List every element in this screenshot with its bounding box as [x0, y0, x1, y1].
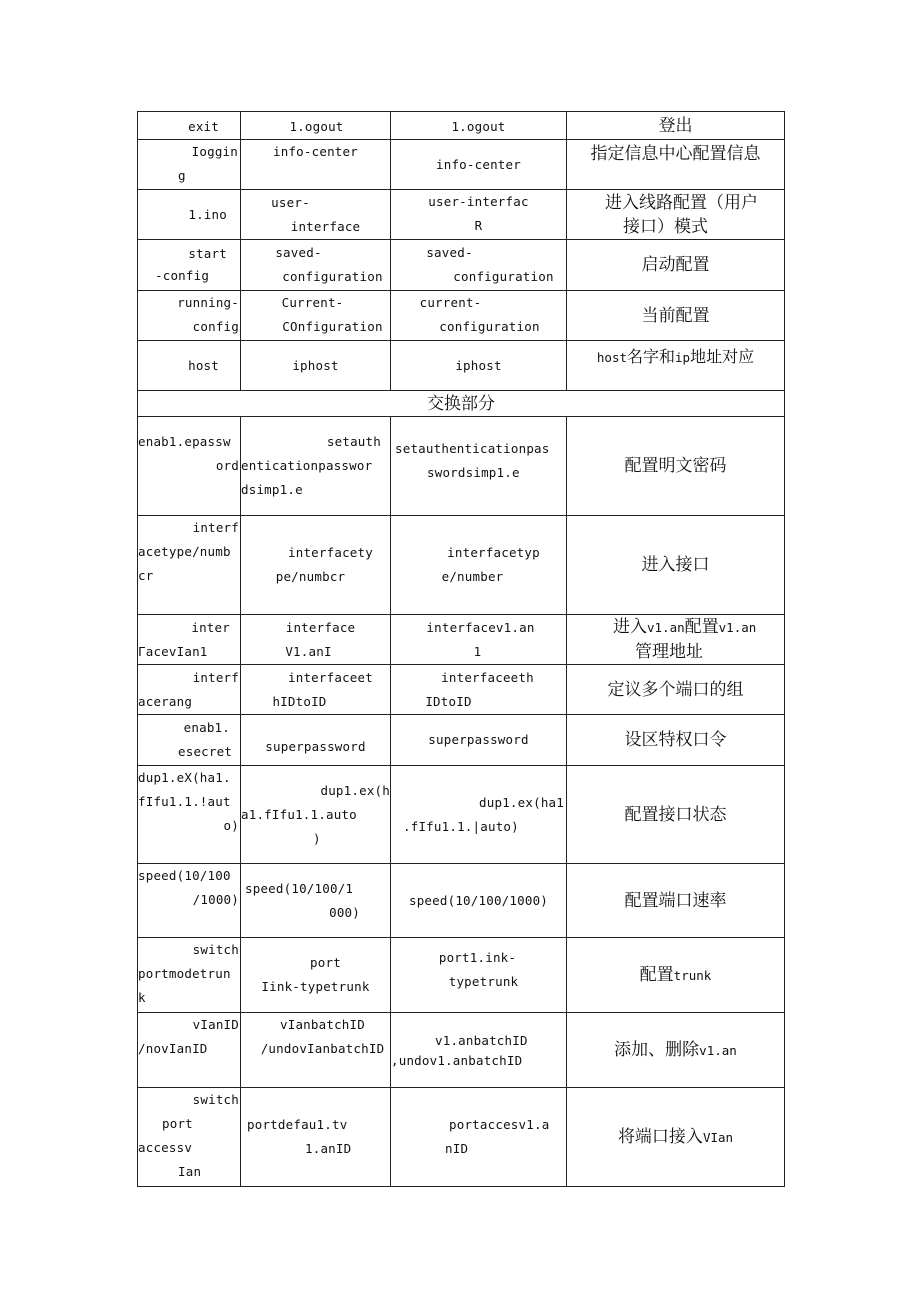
- cisco-command: switch portmodetrun k: [138, 938, 241, 1013]
- description: 配置端口速率: [567, 864, 785, 938]
- table-row: [138, 1088, 785, 1187]
- huawei-command: 1.ogout: [241, 112, 391, 140]
- huawei-command: interfaceet hIDtoID: [241, 665, 391, 715]
- cisco-command: inter ΓacevIan1: [138, 615, 241, 665]
- huawei-command: Current- COnfiguration: [241, 291, 391, 341]
- description: host名字和ip地址对应: [567, 341, 785, 391]
- cisco-command: interf acetype∕numb cr: [138, 516, 241, 615]
- description: 登出: [567, 112, 785, 140]
- huawei-command: interface V1.anI: [241, 615, 391, 665]
- huawei-command: interfacety pe/numbcr: [241, 516, 391, 615]
- table-row: [138, 112, 785, 140]
- h3c-command: interfacev1.an 1: [391, 615, 567, 665]
- cisco-command: start -config: [138, 240, 241, 291]
- cisco-command: host: [138, 341, 241, 391]
- h3c-command: 1.ogout: [391, 112, 567, 140]
- table-row: [138, 665, 785, 715]
- section-header-row: [138, 391, 785, 417]
- huawei-command: port Iink-typetrunk: [241, 938, 391, 1013]
- h3c-command: info-center: [391, 140, 567, 190]
- h3c-command: user-interfac R: [391, 190, 567, 240]
- cisco-command: speed(10/100 /1000): [138, 864, 241, 938]
- description: 指定信息中心配置信息: [567, 140, 785, 190]
- huawei-command: saved- configuration: [241, 240, 391, 291]
- description: 配置接口状态: [567, 766, 785, 864]
- h3c-command: setauthenticationpas swordsimp1.e: [391, 417, 567, 516]
- table-row: [138, 938, 785, 1013]
- h3c-command: interfacetyp e/number: [391, 516, 567, 615]
- table-row: [138, 240, 785, 291]
- huawei-command: iphost: [241, 341, 391, 391]
- section-title: 交换部分: [138, 391, 785, 417]
- huawei-command: user- interface: [241, 190, 391, 240]
- cisco-command: 1.ino: [138, 190, 241, 240]
- huawei-command: vIanbatchID /undovIanbatchID: [241, 1013, 391, 1088]
- table-row: [138, 615, 785, 665]
- table-row: [138, 766, 785, 864]
- h3c-command: iphost: [391, 341, 567, 391]
- cisco-command: Ioggin g: [138, 140, 241, 190]
- cisco-command: exit: [138, 112, 241, 140]
- h3c-command: saved- configuration: [391, 240, 567, 291]
- cisco-command: enab1.epassw ord: [138, 417, 241, 516]
- table-row: [138, 140, 785, 190]
- huawei-command: dup1.ex(h a1.fIfu1.1.auto ): [241, 766, 391, 864]
- table-row: [138, 715, 785, 766]
- command-table: [137, 111, 785, 1187]
- h3c-command: speed(10/100/1000): [391, 864, 567, 938]
- description: 进入线路配置（用户 接口）模式: [567, 190, 785, 240]
- table-row: [138, 190, 785, 240]
- huawei-command: superpassword: [241, 715, 391, 766]
- table-row: [138, 417, 785, 516]
- cisco-command: switch port accessv Ian: [138, 1088, 241, 1187]
- description: 添加、删除v1.an: [567, 1013, 785, 1088]
- cisco-command: interf acerang: [138, 665, 241, 715]
- h3c-command: v1.anbatchID ,undov1.anbatchID: [391, 1013, 567, 1088]
- description: 设区特权口令: [567, 715, 785, 766]
- cisco-command: running- config: [138, 291, 241, 341]
- description: 启动配置: [567, 240, 785, 291]
- table-row: [138, 291, 785, 341]
- huawei-command: setauth enticationpasswor dsimp1.e: [241, 417, 391, 516]
- table-row: [138, 864, 785, 938]
- description: 进入v1.an配置v1.an 管理地址: [567, 615, 785, 665]
- description: 将端口接入VIan: [567, 1088, 785, 1187]
- description: 进入接口: [567, 516, 785, 615]
- h3c-command: dup1.ex(ha1 .fIfu1.1.|auto): [391, 766, 567, 864]
- cisco-command: enab1. esecret: [138, 715, 241, 766]
- table-row: [138, 1013, 785, 1088]
- h3c-command: current- configuration: [391, 291, 567, 341]
- description: 当前配置: [567, 291, 785, 341]
- h3c-command: interfaceeth IDtoID: [391, 665, 567, 715]
- description: 配置明文密码: [567, 417, 785, 516]
- description: 配置trunk: [567, 938, 785, 1013]
- h3c-command: portaccesv1.a nID: [391, 1088, 567, 1187]
- h3c-command: port1.ink- typetrunk: [391, 938, 567, 1013]
- cisco-command: vIanID /novIanID: [138, 1013, 241, 1088]
- table-row: [138, 341, 785, 391]
- table-row: [138, 516, 785, 615]
- cisco-command: dup1.eX(ha1. fIfu1.1.!aut o): [138, 766, 241, 864]
- h3c-command: superpassword: [391, 715, 567, 766]
- description: 定议多个端口的组: [567, 665, 785, 715]
- huawei-command: portdefau1.tv 1.anID: [241, 1088, 391, 1187]
- huawei-command: info-center: [241, 140, 391, 190]
- huawei-command: speed(10/100/1 000): [241, 864, 391, 938]
